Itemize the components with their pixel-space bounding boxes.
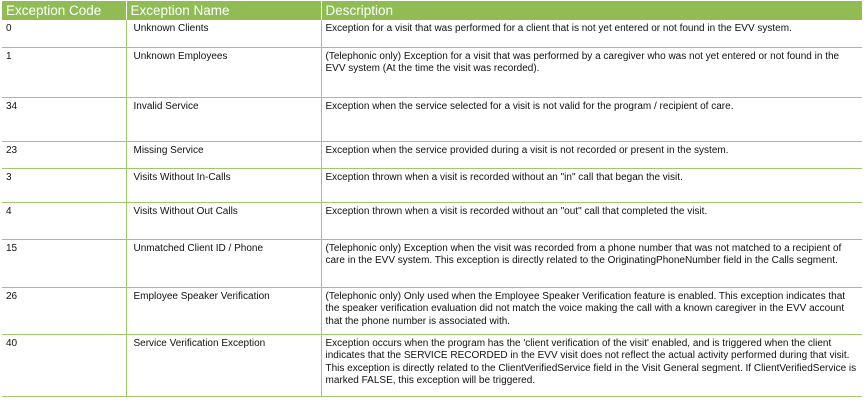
table-row xyxy=(2,334,862,396)
cell-code: 26 xyxy=(2,287,126,334)
table-row xyxy=(2,97,862,141)
table-row xyxy=(2,202,862,239)
cell-code: 0 xyxy=(2,20,126,47)
cell-name: Service Verification Exception xyxy=(126,334,321,396)
table-body xyxy=(2,20,862,396)
cell-name: Unmatched Client ID / Phone xyxy=(126,239,321,287)
table-row xyxy=(2,141,862,168)
cell-description: Exception thrown when a visit is recorded without an "in" call that began the visit. xyxy=(321,168,862,202)
cell-name: Visits Without Out Calls xyxy=(126,202,321,239)
header-exception-code: Exception Code xyxy=(2,1,126,20)
header-description: Description xyxy=(321,1,862,20)
cell-description: Exception when the service provided during a visit is not recorded or present in the system. xyxy=(321,141,862,168)
cell-description: (Telephonic only) Exception when the visit was recorded from a phone number that was not matched to a recipient of care in the EVV system. This exception is directly related to the OriginatingPhoneNumber field in the Calls segment. xyxy=(321,239,862,287)
table-row xyxy=(2,287,862,334)
cell-description: Exception thrown when a visit is recorded without an "out" call that completed the visit. xyxy=(321,202,862,239)
cell-code: 34 xyxy=(2,97,126,141)
cell-code: 4 xyxy=(2,202,126,239)
cell-description: Exception occurs when the program has the 'client verification of the visit' enabled, and is triggered when the client indicates that the SERVICE RECORDED in the EVV visit does not reflect the actual activity performed during that visit. This exception is directly related to the ClientVerifiedService field in the Visit General segment. If ClientVerifiedService is marked FALSE, this exception will be triggered. xyxy=(321,334,862,396)
cell-name: Invalid Service xyxy=(126,97,321,141)
cell-code: 40 xyxy=(2,334,126,396)
cell-name: Visits Without In-Calls xyxy=(126,168,321,202)
cell-name: Employee Speaker Verification xyxy=(126,287,321,334)
table-row xyxy=(2,239,862,287)
table-header xyxy=(2,1,862,20)
cell-code: 23 xyxy=(2,141,126,168)
cell-name: Unknown Clients xyxy=(126,20,321,47)
table-row xyxy=(2,47,862,97)
table-row xyxy=(2,168,862,202)
cell-description: Exception when the service selected for a visit is not valid for the program / recipient of care. xyxy=(321,97,862,141)
cell-description: (Telephonic only) Exception for a visit that was performed by a caregiver who was not yet entered or not found in the EVV system (At the time the visit was recorded). xyxy=(321,47,862,97)
header-row xyxy=(2,1,862,20)
cell-name: Unknown Employees xyxy=(126,47,321,97)
cell-description: Exception for a visit that was performed for a client that is not yet entered or not found in the EVV system. xyxy=(321,20,862,47)
table-row xyxy=(2,20,862,47)
cell-code: 1 xyxy=(2,47,126,97)
cell-name: Missing Service xyxy=(126,141,321,168)
exception-codes-table xyxy=(2,1,862,397)
cell-description: (Telephonic only) Only used when the Employee Speaker Verification feature is enabled. This exception indicates that the speaker verification evaluation did not match the voice making the call with a known caregiver in the EVV account that the phone number is associated with. xyxy=(321,287,862,334)
header-exception-name: Exception Name xyxy=(126,1,321,20)
cell-code: 15 xyxy=(2,239,126,287)
cell-code: 3 xyxy=(2,168,126,202)
